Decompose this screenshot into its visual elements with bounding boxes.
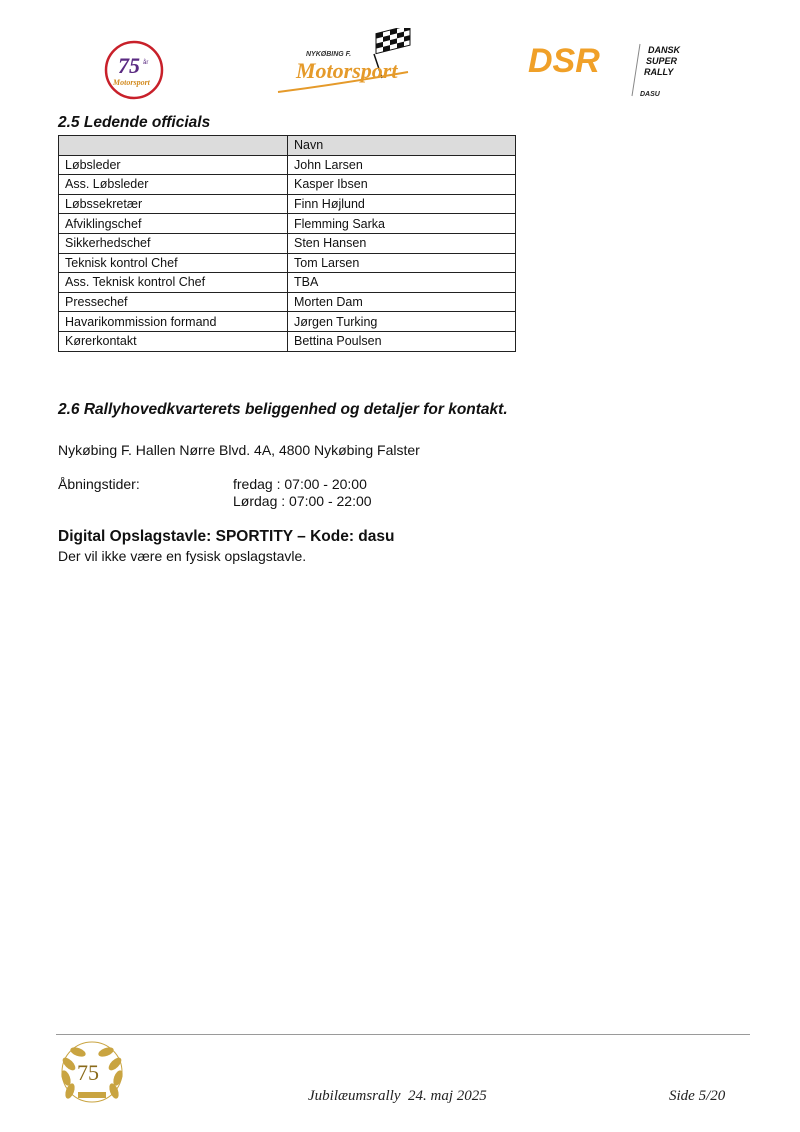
role-cell: Kørerkontakt — [59, 331, 288, 351]
digital-board-title: Digital Opslagstavle: SPORTITY – Kode: dasu — [58, 528, 395, 545]
table-row — [59, 155, 516, 175]
opening-hours-saturday: Lørdag : 07:00 - 22:00 — [233, 493, 372, 509]
role-cell: Løbsleder — [59, 155, 288, 175]
logo-75-number: 75 — [118, 53, 140, 78]
hq-address: Nykøbing F. Hallen Nørre Blvd. 4A, 4800 Nykøbing Falster — [58, 442, 420, 458]
table-header-cell — [59, 136, 288, 156]
badge-number: 75 — [77, 1060, 99, 1085]
footer-event-title: Jubilæumsrally 24. maj 2025 — [308, 1088, 487, 1104]
role-cell: Ass. Teknisk kontrol Chef — [59, 273, 288, 293]
page-number: Side 5/20 — [669, 1088, 726, 1104]
name-cell: Jørgen Turking — [288, 312, 516, 332]
table-header-cell: Navn — [288, 136, 516, 156]
name-cell: John Larsen — [288, 155, 516, 175]
logo-ms-top: NYKØBING F. — [306, 51, 352, 58]
logo-dsr-line1: DANSK — [648, 45, 681, 55]
table-row — [59, 312, 516, 332]
laurel-75-badge-icon — [56, 1038, 128, 1108]
name-cell: Morten Dam — [288, 292, 516, 312]
logo-dsr-line3: RALLY — [644, 67, 674, 77]
opening-hours-label: Åbningstider: — [58, 476, 140, 492]
motorsport-logo — [270, 28, 418, 100]
digital-board-note: Der vil ikke være en fysisk opslagstavle. — [58, 548, 307, 564]
table-row — [59, 331, 516, 351]
section-heading-hq: 2.6 Rallyhovedkvarterets beliggenhed og detaljer for kontakt. — [58, 401, 508, 418]
table-row — [59, 175, 516, 195]
opening-hours-friday: fredag : 07:00 - 20:00 — [233, 476, 367, 492]
logo-75-brand: Motorsport — [113, 78, 150, 87]
name-cell: Tom Larsen — [288, 253, 516, 273]
officials-table — [58, 135, 516, 352]
logo-dsr-badge: DASU — [640, 91, 660, 98]
role-cell: Afviklingschef — [59, 214, 288, 234]
table-row — [59, 253, 516, 273]
role-cell: Pressechef — [59, 292, 288, 312]
name-cell: Kasper Ibsen — [288, 175, 516, 195]
name-cell: Finn Højlund — [288, 194, 516, 214]
table-row — [59, 233, 516, 253]
footer-divider — [56, 1034, 750, 1035]
logo-dsr-main: DSR — [528, 42, 600, 80]
table-row — [59, 273, 516, 293]
table-header-row — [59, 136, 516, 156]
role-cell: Teknisk kontrol Chef — [59, 253, 288, 273]
name-cell: Flemming Sarka — [288, 214, 516, 234]
role-cell: Havarikommission formand — [59, 312, 288, 332]
logo-ms-main: Motorsport — [296, 58, 398, 83]
role-cell: Løbssekretær — [59, 194, 288, 214]
table-row — [59, 194, 516, 214]
75-years-logo — [100, 38, 168, 102]
role-cell: Ass. Løbsleder — [59, 175, 288, 195]
logo-dsr-line2: SUPER — [646, 56, 678, 66]
dsr-logo — [528, 38, 698, 102]
logo-75-small: år — [143, 60, 149, 66]
section-heading-officials: 2.5 Ledende officials — [58, 114, 211, 131]
role-cell: Sikkerhedschef — [59, 233, 288, 253]
name-cell: TBA — [288, 273, 516, 293]
name-cell: Bettina Poulsen — [288, 331, 516, 351]
name-cell: Sten Hansen — [288, 233, 516, 253]
table-row — [59, 214, 516, 234]
table-row — [59, 292, 516, 312]
